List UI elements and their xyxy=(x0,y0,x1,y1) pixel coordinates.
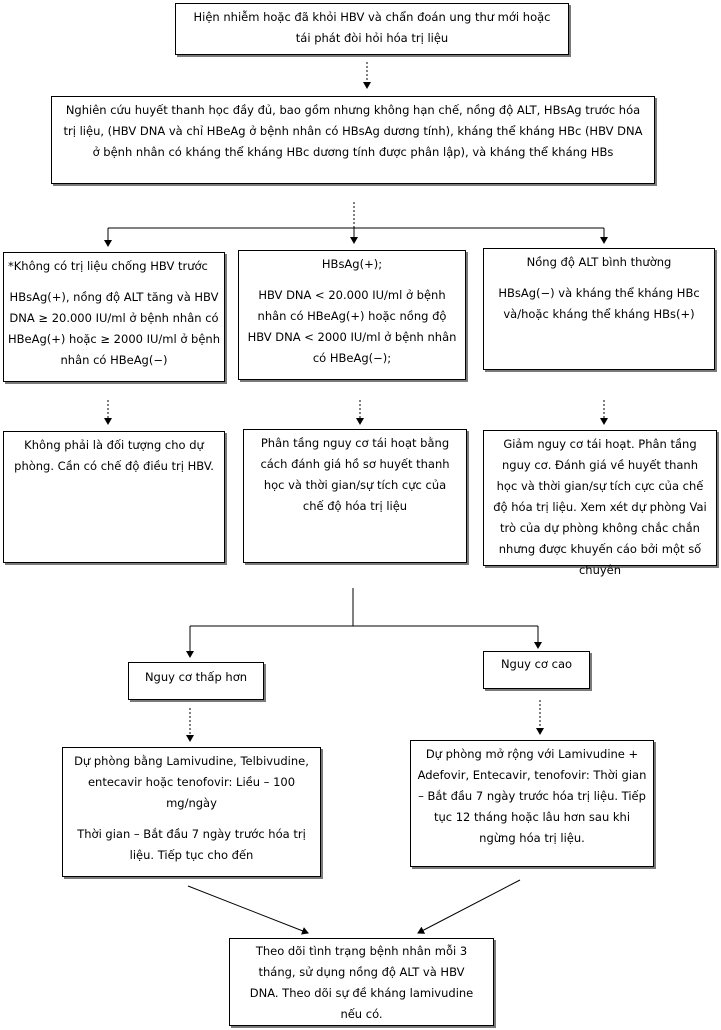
arrow-high-to-monitor xyxy=(418,880,520,933)
node-low-prophylaxis: Dự phòng bằng Lamivudine, Telbivudine, entecavir hoặc tenofovir: Liều – 100 mg/ngày Thời gian – Bắt đầu 7 ngày trước hóa trị liệu. Tiếp tục cho đến xyxy=(62,747,321,877)
node-monitor: Theo dõi tình trạng bệnh nhân mỗi 3 tháng, sử dụng nồng độ ALT và HBV DNA. Theo dõi sự đề kháng lamivudine nếu có. xyxy=(229,938,494,1026)
node-serology: Nghiên cứu huyết thanh học đầy đủ, bao gồm nhưng không hạn chế, nồng độ ALT, HBsAg trước hóa trị liệu, (HBV DNA và chỉ HBeAg ở bệnh nhân có HBsAg dương tính), kháng thể kháng HBc (HBV DNA ở bệnh nhân có kháng thể kháng HBc dương tính được phân lập), và kháng thể kháng HBs xyxy=(51,96,655,184)
node-right-result: Giảm nguy cơ tái hoạt. Phân tầng nguy cơ. Đánh giá về huyết thanh học và thời gian/sự tích cực của chế độ hóa trị liệu. Xem xét dự phòng Vai trò của dự phòng không chắc chắn nhưng được khuyến cáo bởi một số chuyên xyxy=(483,430,717,566)
node-top: Hiện nhiễm hoặc đã khỏi HBV và chẩn đoán ung thư mới hoặc tái phát đòi hỏi hóa trị liệu xyxy=(175,3,569,55)
node-right-criteria: Nồng độ ALT bình thường HBsAg(−) và kháng thể kháng HBc và/hoặc kháng thể kháng HBs(+) xyxy=(483,248,715,370)
node-low-risk: Nguy cơ thấp hơn xyxy=(128,662,264,700)
node-high-risk: Nguy cơ cao xyxy=(483,651,590,689)
arrow-low-to-monitor xyxy=(188,886,308,933)
node-left-criteria: *Không có trị liệu chống HBV trước HBsAg(+), nồng độ ALT tăng và HBV DNA ≥ 20.000 IU/ml ở bệnh nhân có HBeAg(+) hoặc ≥ 2000 IU/ml ở bệnh nhân có HBeAg(−) xyxy=(3,252,225,382)
node-mid-criteria: HBsAg(+); HBV DNA < 20.000 IU/ml ở bệnh nhân có HBeAg(+) hoặc nồng độ HBV DNA < 2000 IU/ml ở bệnh nhân có HBeAg(−); xyxy=(238,250,466,380)
node-high-prophylaxis: Dự phòng mở rộng với Lamivudine + Adefovir, Entecavir, tenofovir: Thời gian – Bắt đầu 7 ngày trước hóa trị liệu. Tiếp tục 12 tháng hoặc lâu hơn sau khi ngừng hóa trị liệu. xyxy=(410,740,654,867)
node-left-result: Không phải là đối tượng cho dự phòng. Cần có chế độ điều trị HBV. xyxy=(3,431,225,563)
node-mid-result: Phân tầng nguy cơ tái hoạt bằng cách đánh giá hồ sơ huyết thanh học và thời gian/sự tích cực của chế độ hóa trị liệu xyxy=(243,429,467,563)
